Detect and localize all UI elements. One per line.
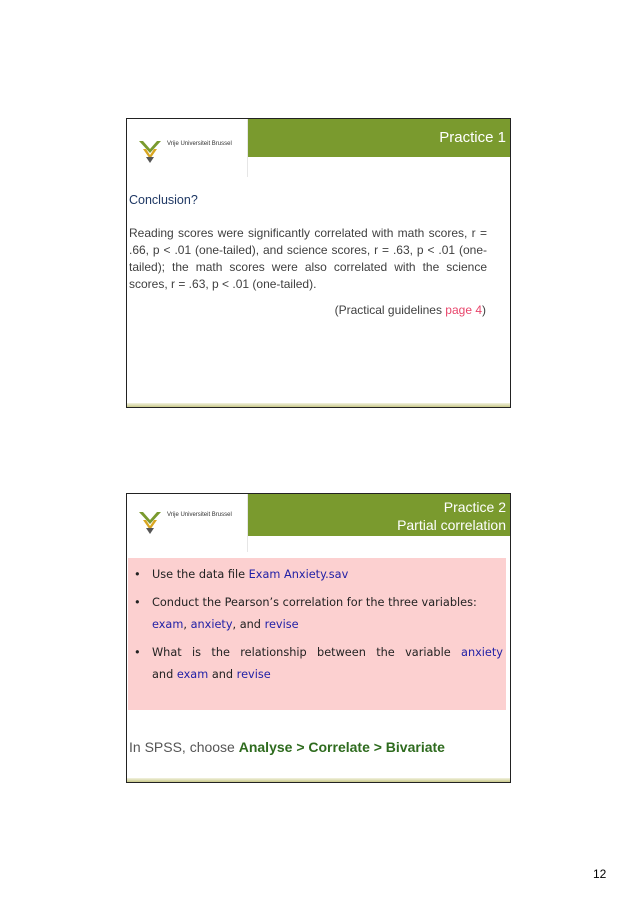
variable-exam: exam: [176, 668, 209, 681]
vub-logo-icon: [137, 137, 163, 165]
bullet1-text: Use the data file: [152, 568, 249, 581]
guide-suffix: ): [482, 303, 486, 317]
list-item: [128, 642, 506, 686]
logo-text: Vrije Universiteit Brussel: [167, 512, 232, 518]
separator: , and: [232, 618, 265, 631]
conclusion-text: Reading scores were significantly correlated with math scores, r = .66, p < .01 (one-tailed), and science scores, r = .63, p < .01 (one-tailed); the math scores were also correlated with the science scores, r = .63, p < .01 (one-tailed).: [129, 226, 487, 291]
bullet3-text: What is the relationship between the variable: [152, 646, 462, 659]
connector: and: [152, 668, 177, 681]
logo-divider: [247, 119, 248, 177]
logo-divider: [247, 494, 248, 552]
instructions-list: [128, 564, 506, 686]
connector: and: [208, 668, 237, 681]
bullet2-text: Conduct the Pearson’s correlation for the three variables:: [152, 596, 477, 609]
slide-footer-bar: [127, 778, 510, 782]
slide-practice-1: [126, 118, 511, 408]
spss-prefix: In SPSS, choose: [129, 739, 239, 755]
page-number: 12: [593, 867, 607, 881]
bullet-icon: •: [134, 646, 141, 659]
data-file-name: Exam Anxiety.sav: [248, 568, 349, 581]
slide-practice-2: [126, 493, 511, 783]
guide-prefix: (Practical guidelines: [334, 303, 446, 317]
separator: ,: [183, 618, 191, 631]
slide-footer-bar: [127, 403, 510, 407]
bullet-icon: •: [134, 596, 141, 609]
guidelines-reference: [335, 303, 486, 317]
variable-anxiety: anxiety: [190, 618, 233, 631]
guide-page-link[interactable]: page 4: [445, 303, 482, 317]
list-item: [128, 592, 506, 636]
vub-logo: [137, 508, 247, 548]
slide-title: Practice 2: [443, 499, 506, 515]
vub-logo: [137, 137, 247, 177]
bullet3-line1: [152, 642, 503, 664]
variable-revise: revise: [264, 618, 299, 631]
variable-revise: revise: [236, 668, 271, 681]
slide-header: [248, 494, 510, 536]
variable-exam: exam: [152, 618, 184, 631]
list-item: [128, 564, 506, 586]
instructions-box: [128, 558, 506, 710]
spss-instruction: [129, 739, 445, 755]
slide-title: Practice 1: [439, 129, 506, 146]
spss-menu-path: Analyse > Correlate > Bivariate: [238, 739, 445, 755]
logo-text: Vrije Universiteit Brussel: [167, 141, 232, 147]
slide-subtitle: Partial correlation: [397, 517, 506, 533]
slide-header: [248, 119, 510, 157]
vub-logo-icon: [137, 508, 163, 536]
variable-anxiety: anxiety: [461, 646, 503, 659]
bullet-icon: •: [134, 568, 141, 581]
conclusion-heading: Conclusion?: [129, 193, 198, 207]
